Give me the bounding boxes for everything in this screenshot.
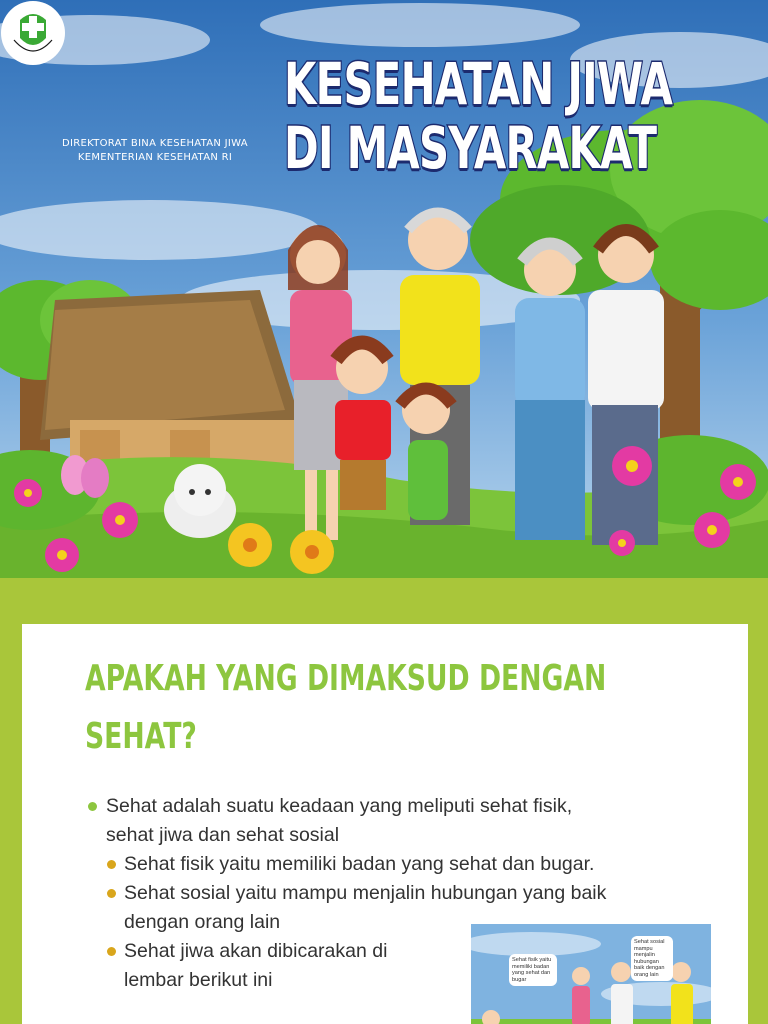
section-heading bbox=[85, 650, 607, 766]
thumbnail-bubble-fisik: Sehat fisik yaitu memiliki badan yang sehat dan bugar bbox=[509, 954, 557, 986]
sub-bullet-text: dengan orang lain bbox=[124, 911, 281, 933]
butterfly bbox=[61, 455, 109, 498]
sub-bullet-text: Sehat jiwa akan dibicarakan di bbox=[124, 940, 388, 962]
sub-bullet-fisik bbox=[86, 850, 686, 879]
thumbnail-scene bbox=[471, 924, 711, 1024]
heading-line-2: SEHAT? bbox=[85, 716, 197, 757]
boy bbox=[335, 342, 391, 510]
sub-bullet-text: Sehat fisik yaitu memiliki badan yang sehat dan bugar. bbox=[124, 853, 595, 875]
bullet-dot-icon bbox=[88, 802, 97, 811]
bakti-husada-logo-icon bbox=[0, 0, 66, 66]
sub-bullet-dot-icon bbox=[107, 889, 116, 898]
bullet-text: Sehat adalah suatu keadaan yang meliputi sehat fisik, bbox=[106, 795, 573, 817]
org-line-1: DIREKTORAT BINA KESEHATAN JIWA bbox=[62, 138, 248, 149]
org-line-2: KEMENTERIAN KESEHATAN RI bbox=[77, 152, 233, 163]
bullet-sehat bbox=[86, 792, 686, 850]
sub-bullet-dot-icon bbox=[107, 860, 116, 869]
heading-line-1: APAKAH YANG DIMAKSUD DENGAN bbox=[85, 658, 607, 699]
sub-bullet-dot-icon bbox=[107, 947, 116, 956]
bullet-text: sehat jiwa dan sehat sosial bbox=[106, 824, 340, 846]
page-title bbox=[284, 52, 672, 180]
content-card bbox=[22, 624, 748, 1024]
sub-bullet-text: Sehat sosial yaitu mampu menjalin hubungan yang baik bbox=[124, 882, 607, 904]
thumbnail-bubble-sosial: Sehat sosial mampu menjalin hubungan baik dengan orang lain bbox=[631, 936, 673, 981]
illustration-thumbnail bbox=[471, 924, 711, 1024]
organization-name bbox=[50, 137, 260, 165]
sub-bullet-text: lembar berikut ini bbox=[124, 969, 273, 991]
title-line-2: DI MASYARAKAT bbox=[284, 114, 657, 182]
title-line-1: KESEHATAN JIWA bbox=[284, 50, 673, 118]
